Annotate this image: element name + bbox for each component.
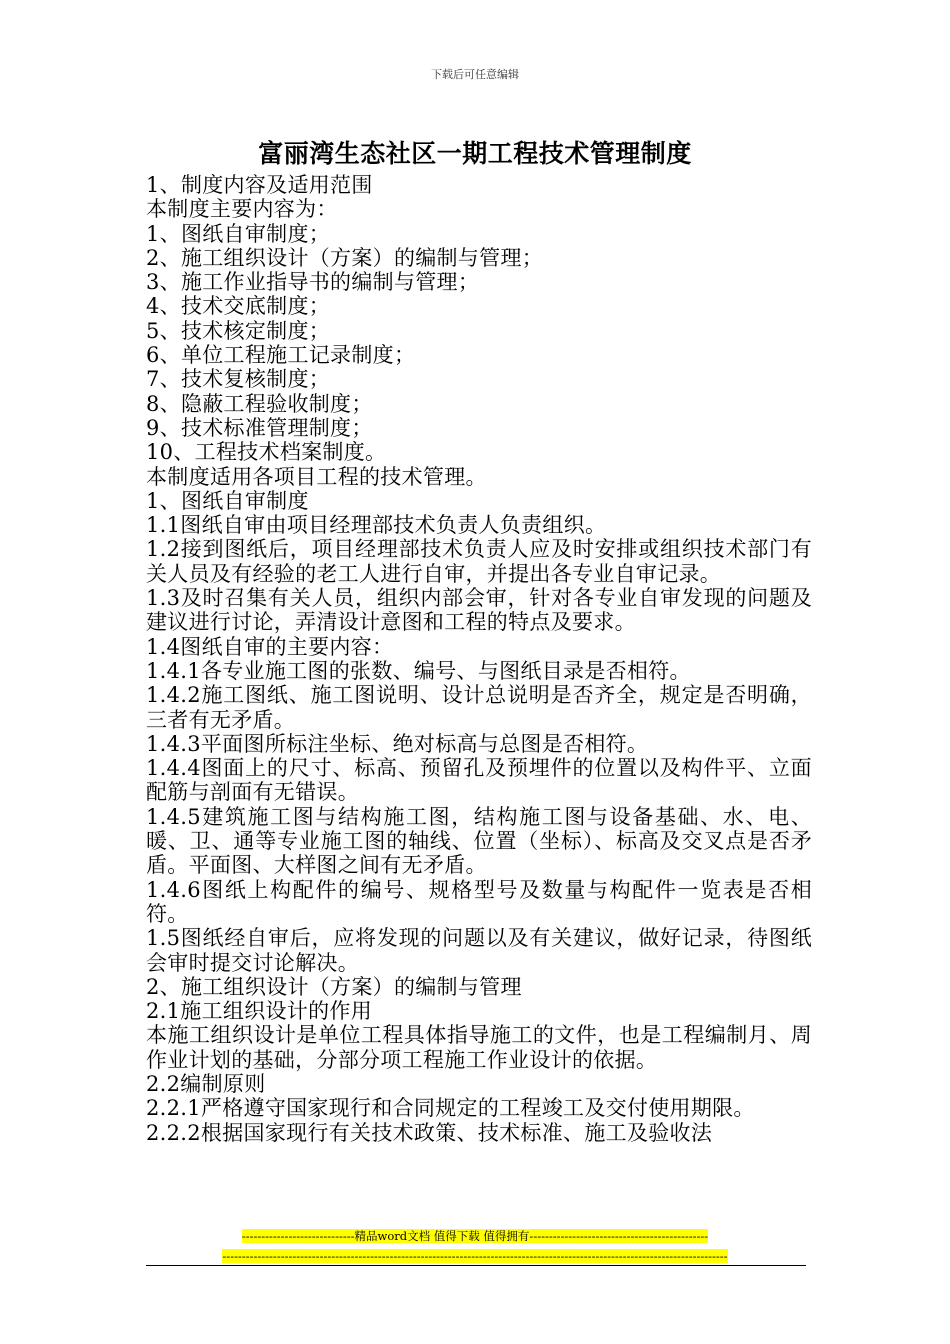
paragraph: 1、制度内容及适用范围: [146, 173, 373, 197]
paragraph: 1.1图纸自审由项目经理部技术负责人负责组织。: [146, 513, 607, 538]
paragraph: 1.4图纸自审的主要内容：: [146, 634, 394, 659]
paragraph: 2.1施工组织设计的作用: [146, 999, 372, 1024]
paragraph: 1.4.1各专业施工图的张数、编号、与图纸目录是否相符。: [146, 658, 691, 683]
paragraph: 1、图纸自审制度: [146, 488, 309, 513]
paragraph: 1、图纸自审制度；: [146, 221, 331, 246]
footer-banner-line: -----------------------------精品word文档 值得下载 值得拥有----------------------------------------------: [241, 1229, 709, 1243]
paragraph: 1.3及时召集有关人员，组织内部会审，针对各专业自审发现的问题及建议进行讨论，弄清设计意图和工程的特点及要求。: [146, 586, 812, 635]
paragraph: 8、隐蔽工程验收制度；: [146, 391, 373, 416]
document-body: [146, 173, 812, 1145]
paragraph: 本制度主要内容为：: [146, 197, 338, 222]
paragraph: 1.2接到图纸后，项目经理部技术负责人应及时安排或组织技术部门有关人员及有经验的老工人进行自审，并提出各专业自审记录。: [146, 537, 812, 586]
paragraph: 2.2.1严格遵守国家现行和合同规定的工程竣工及交付使用期限。: [146, 1096, 755, 1121]
paragraph: 本制度适用各项目工程的技术管理。: [146, 464, 487, 489]
paragraph: 2、施工组织设计（方案）的编制与管理；: [146, 245, 544, 270]
footer-divider: [146, 1265, 806, 1266]
footer-banner-line: ----------------------------------------------------------------------------------------------------------------------------------: [222, 1249, 728, 1263]
paragraph: 1.4.4图面上的尺寸、标高、预留孔及预埋件的位置以及构件平、立面配筋与剖面有无错误。: [146, 756, 812, 805]
paragraph: 2.2.2根据国家现行有关技术政策、技术标准、施工及验收法: [146, 1120, 713, 1145]
paragraph: 本施工组织设计是单位工程具体指导施工的文件，也是工程编制月、周作业计划的基础，分部分项工程施工作业设计的依据。: [146, 1023, 812, 1072]
paragraph: 3、施工作业指导书的编制与管理；: [146, 270, 480, 295]
document-title: 富丽湾生态社区一期工程技术管理制度: [258, 139, 692, 168]
footer-banner: [0, 1226, 950, 1266]
paragraph: 1.4.3平面图所标注坐标、绝对标高与总图是否相符。: [146, 731, 649, 756]
paragraph: 10、工程技术档案制度。: [146, 440, 387, 465]
paragraph: 4、技术交底制度；: [146, 294, 331, 319]
paragraph: 7、技术复核制度；: [146, 367, 331, 392]
paragraph: 1.4.5建筑施工图与结构施工图，结构施工图与设备基础、水、电、暖、卫、通等专业施工图的轴线、位置（坐标）、标高及交叉点是否矛盾。平面图、大样图之间有无矛盾。: [146, 804, 812, 878]
paragraph: 2.2编制原则: [146, 1071, 266, 1096]
paragraph: 6、单位工程施工记录制度；: [146, 343, 416, 368]
paragraph: 2、施工组织设计（方案）的编制与管理: [146, 974, 522, 999]
paragraph: 9、技术标准管理制度；: [146, 415, 373, 440]
paragraph: 1.4.6图纸上构配件的编号、规格型号及数量与构配件一览表是否相符。: [146, 877, 812, 926]
paragraph: 1.4.2施工图纸、施工图说明、设计总说明是否齐全，规定是否明确，三者有无矛盾。: [146, 683, 812, 732]
header-note: 下载后可任意编辑: [431, 68, 519, 81]
paragraph: 5、技术核定制度；: [146, 318, 331, 343]
paragraph: 1.5图纸经自审后，应将发现的问题以及有关建议，做好记录，待图纸会审时提交讨论解决。: [146, 926, 812, 975]
